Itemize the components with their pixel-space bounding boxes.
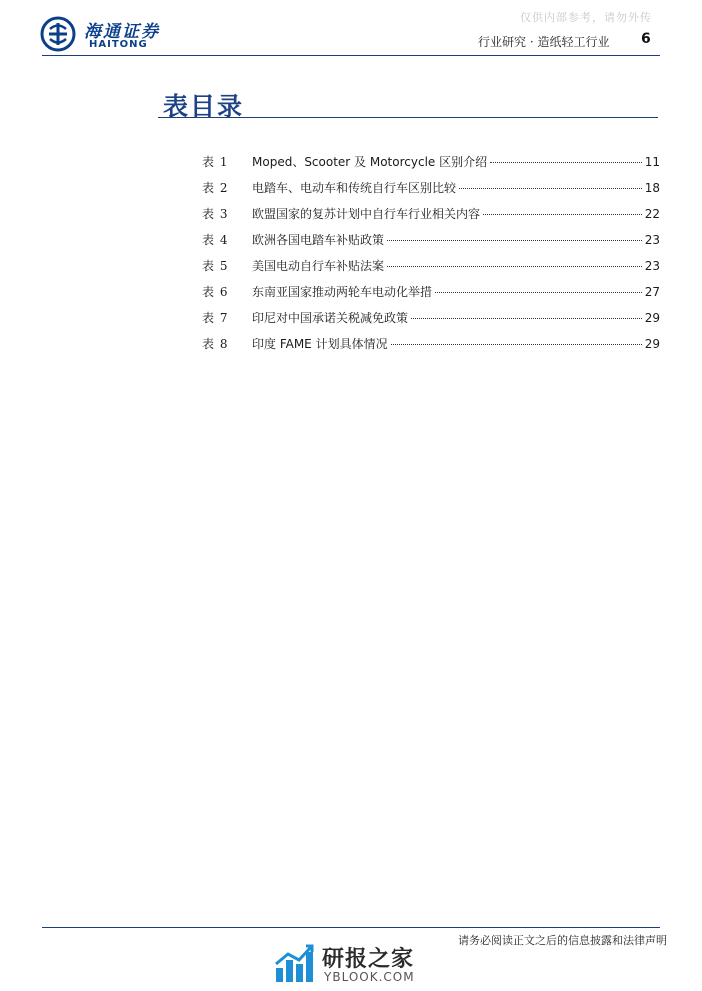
toc-item-label: 表 8 [202, 337, 229, 351]
toc-item-label: 表 5 [202, 259, 229, 273]
toc-item-7[interactable] [202, 309, 660, 335]
toc-item-6[interactable] [202, 283, 660, 309]
toc-item-label: 表 4 [202, 233, 229, 247]
toc-item-page: 23 [644, 233, 660, 247]
toc-item-1[interactable] [202, 153, 660, 179]
toc-item-page: 27 [644, 285, 660, 299]
logo-english-name: HAITONG [89, 39, 148, 50]
toc-item-text: 欧洲各国电踏车补贴政策 [252, 233, 385, 247]
toc-list [202, 153, 660, 361]
toc-item-label: 表 3 [202, 207, 229, 221]
bar-chart-icon [272, 942, 316, 986]
haitong-logo-icon [40, 16, 76, 52]
toc-item-2[interactable] [202, 179, 660, 205]
toc-leader-dots [459, 188, 642, 189]
report-section: 行业研究 · 造纸轻工行业 [478, 35, 610, 49]
toc-item-label: 表 6 [202, 285, 229, 299]
logo-chinese-name: 海通证券 [84, 22, 160, 42]
toc-item-text: 电踏车、电动车和传统自行车区别比较 [252, 181, 457, 195]
toc-item-label: 表 2 [202, 181, 229, 195]
toc-item-text: Moped、Scooter 及 Motorcycle 区别介绍 [252, 155, 488, 169]
toc-item-3[interactable] [202, 205, 660, 231]
yblook-brand [272, 940, 442, 988]
toc-title-divider [158, 117, 658, 118]
toc-leader-dots [483, 214, 642, 215]
footer-disclaimer: 请务必阅读正文之后的信息披露和法律声明 [458, 934, 667, 947]
toc-item-text: 印尼对中国承诺关税减免政策 [252, 311, 409, 325]
toc-item-4[interactable] [202, 231, 660, 257]
toc-item-page: 23 [644, 259, 660, 273]
toc-item-page: 22 [644, 207, 660, 221]
toc-leader-dots [435, 292, 642, 293]
toc-item-page: 18 [644, 181, 660, 195]
toc-item-5[interactable] [202, 257, 660, 283]
toc-item-text: 美国电动自行车补贴法案 [252, 259, 385, 273]
toc-item-page: 29 [644, 311, 660, 325]
toc-item-text: 东南亚国家推动两轮车电动化举措 [252, 285, 433, 299]
watermark-text: 仅供内部参考，请勿外传 [520, 11, 652, 24]
company-logo [40, 14, 170, 54]
toc-title: 表目录 [163, 92, 245, 121]
toc-leader-dots [387, 240, 642, 241]
toc-leader-dots [391, 344, 642, 345]
toc-item-text: 印度 FAME 计划具体情况 [252, 337, 388, 351]
brand-chinese-name: 研报之家 [322, 947, 415, 972]
footer-divider [42, 927, 660, 928]
toc-leader-dots [411, 318, 642, 319]
toc-item-8[interactable] [202, 335, 660, 361]
page-number: 6 [641, 31, 651, 47]
header-divider [42, 55, 660, 56]
toc-item-label: 表 7 [202, 311, 229, 325]
toc-leader-dots [490, 162, 642, 163]
toc-item-text: 欧盟国家的复苏计划中自行车行业相关内容 [252, 207, 481, 221]
toc-item-page: 29 [644, 337, 660, 351]
brand-url: YBLOOK.COM [324, 970, 415, 984]
toc-leader-dots [387, 266, 642, 267]
toc-item-label: 表 1 [202, 155, 229, 169]
toc-item-page: 11 [644, 155, 660, 169]
